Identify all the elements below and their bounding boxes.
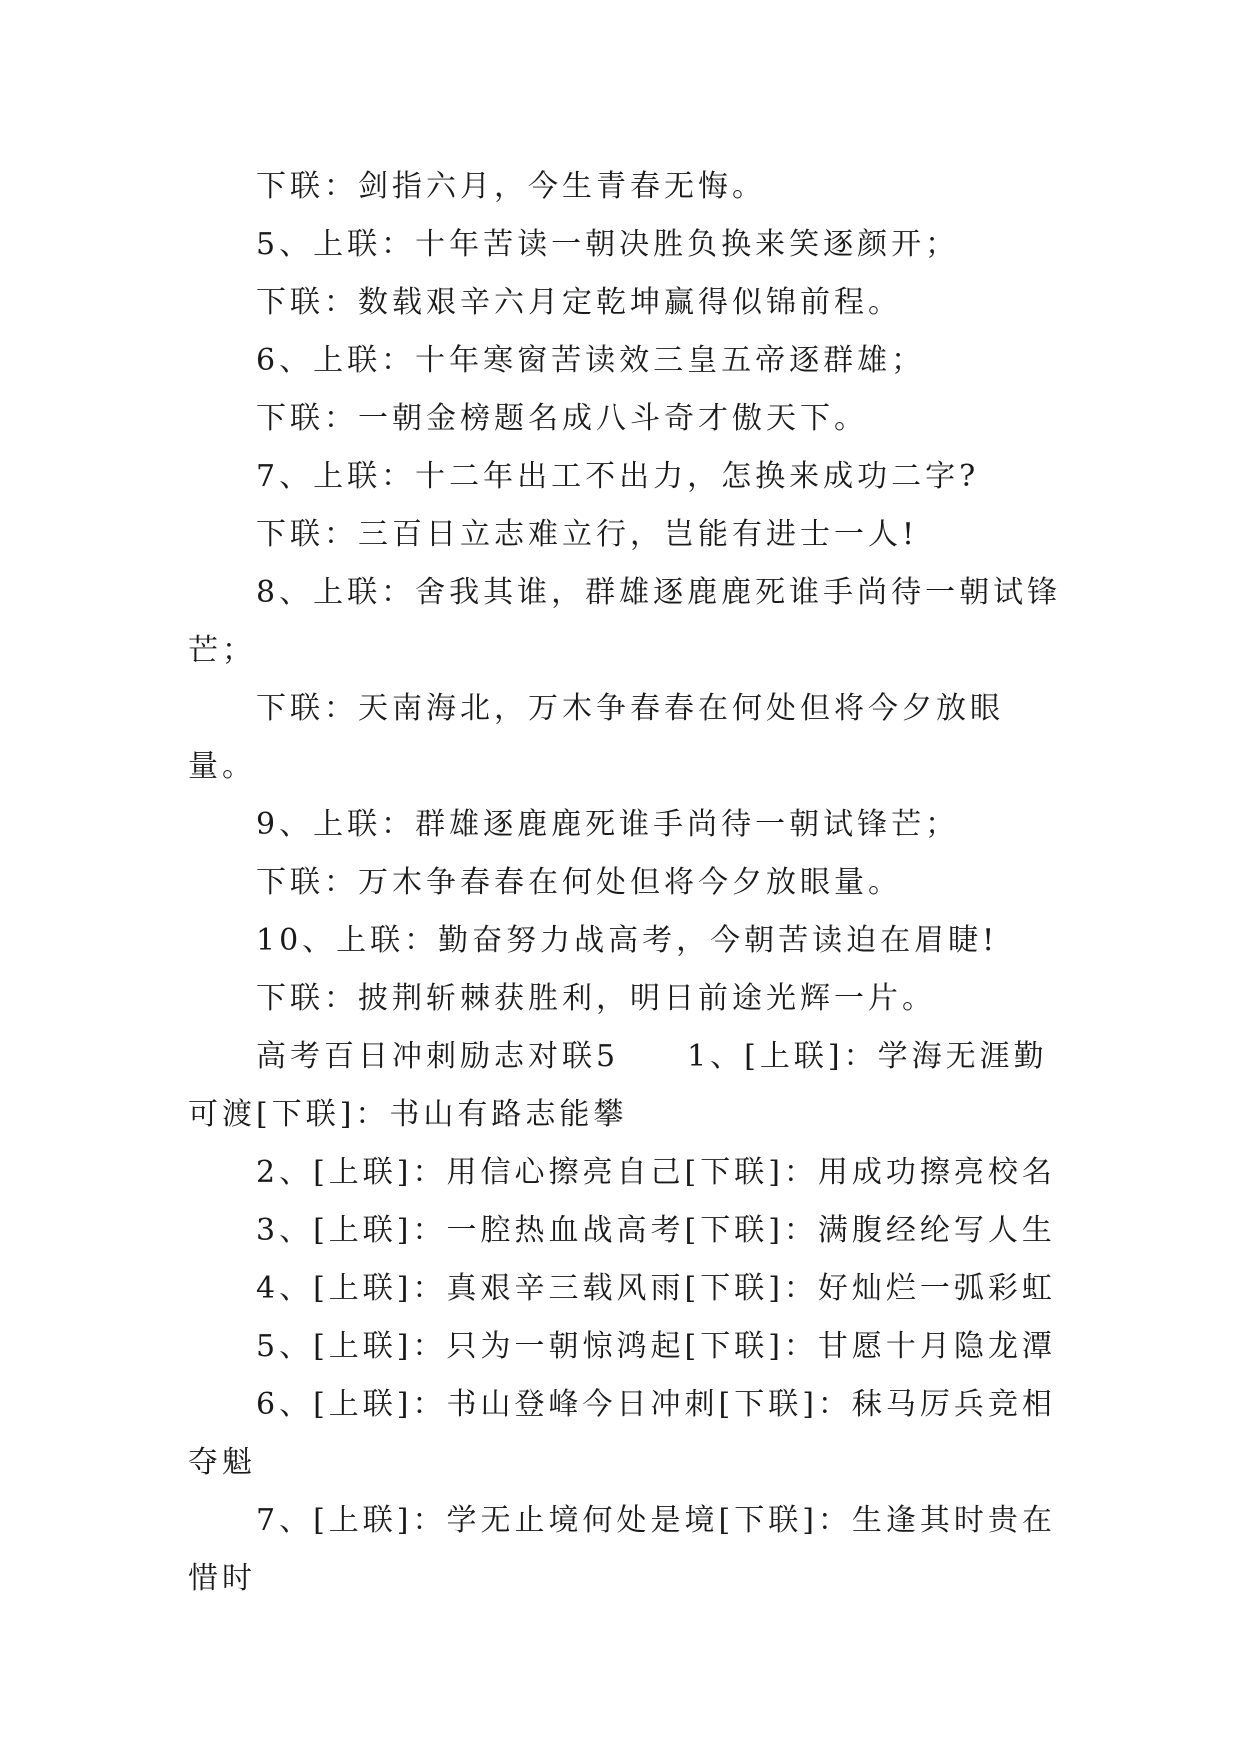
paragraph: 高考百日冲刺励志对联5 1、[上联]：学海无涯勤可渡[下联]：书山有路志能攀 — [188, 1039, 1048, 1132]
paragraph: 5、上联：十年苦读一朝决胜负换来笑逐颜开； — [256, 227, 960, 262]
paragraph: 5、[上联]：只为一朝惊鸿起[下联]：甘愿十月隐龙潭 — [256, 1329, 1056, 1364]
paragraph: 下联：天南海北，万木争春春在何处但将今夕放眼量。 — [188, 691, 1004, 784]
paragraph: 9、上联：群雄逐鹿鹿死谁手尚待一朝试锋芒； — [256, 807, 960, 842]
paragraph: 10、上联：勤奋努力战高考，今朝苦读迫在眉睫! — [256, 923, 999, 958]
paragraph: 下联：披荆斩棘获胜利，明日前途光辉一片。 — [256, 981, 936, 1016]
paragraph: 7、[上联]：学无止境何处是境[下联]：生逢其时贵在惜时 — [188, 1503, 1056, 1596]
paragraph: 6、上联：十年寒窗苦读效三皇五帝逐群雄； — [256, 343, 926, 378]
paragraph: 下联：一朝金榜题名成八斗奇才傲天下。 — [256, 401, 868, 436]
paragraph: 下联：剑指六月，今生青春无悔。 — [256, 169, 766, 204]
paragraph: 7、上联：十二年出工不出力，怎换来成功二字? — [256, 459, 980, 494]
paragraph: 下联：数载艰辛六月定乾坤赢得似锦前程。 — [256, 285, 902, 320]
paragraph: 6、[上联]：书山登峰今日冲刺[下联]：秣马厉兵竞相夺魁 — [188, 1387, 1056, 1480]
paragraph: 4、[上联]：真艰辛三载风雨[下联]：好灿烂一弧彩虹 — [256, 1271, 1056, 1306]
paragraph: 3、[上联]：一腔热血战高考[下联]：满腹经纶写人生 — [256, 1213, 1056, 1248]
paragraph: 下联：万木争春春在何处但将今夕放眼量。 — [256, 865, 902, 900]
paragraph: 2、[上联]：用信心擦亮自己[下联]：用成功擦亮校名 — [256, 1155, 1056, 1190]
paragraph: 8、上联：舍我其谁，群雄逐鹿鹿死谁手尚待一朝试锋芒； — [188, 575, 1062, 668]
document-body — [188, 158, 1068, 1608]
paragraph: 下联：三百日立志难立行，岂能有进士一人! — [256, 517, 919, 552]
